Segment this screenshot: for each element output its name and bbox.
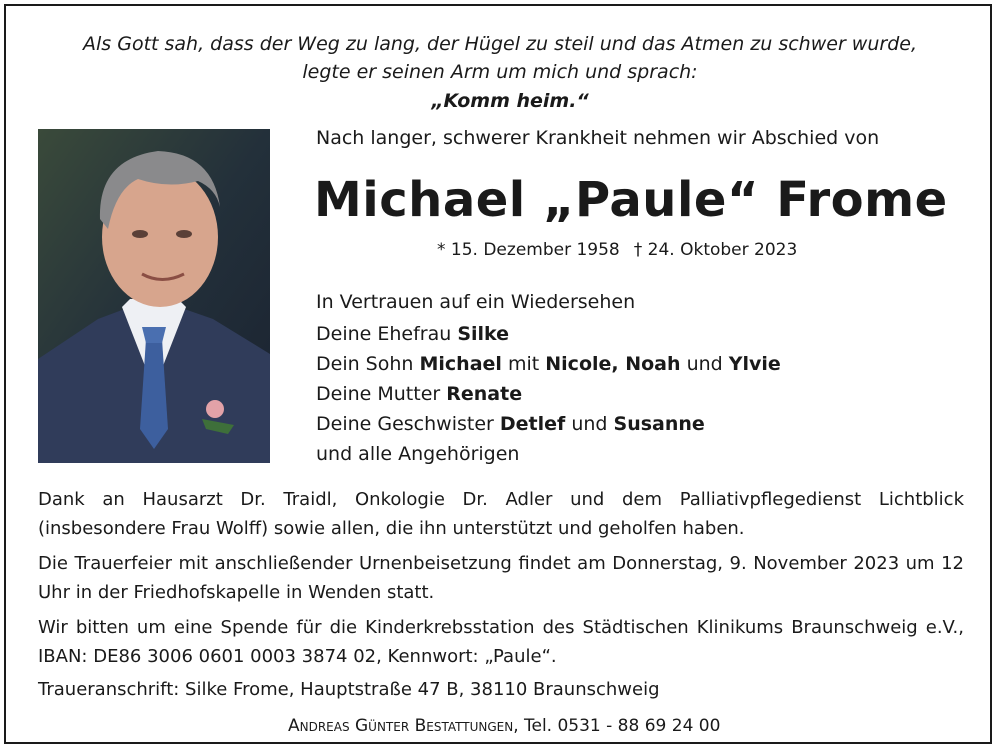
funeral-home-name: Andreas Günter Bestattungen [288,716,514,736]
survivors-block [316,287,781,469]
survivor-label: Deine Geschwister [316,413,500,435]
survivor-name: Renate [446,383,523,405]
poem-line-2: legte er seinen Arm um mich und sprach: [302,61,698,83]
life-dates [437,240,811,260]
survivor-connector: und [565,413,614,435]
survivor-name: Ylvie [728,353,781,375]
survivor-connector: mit [501,353,546,375]
survivor-connector: und [680,353,729,375]
funeral-home [288,716,720,736]
ceremony-paragraph: Die Trauerfeier mit anschließender Urnenbeisetzung findet am Donnerstag, 9. November 2023 um 12 Uhr in der Friedhofskapelle in Wenden statt. [38,553,964,603]
survivor-name: Michael [419,353,502,375]
birth-date: * 15. Dezember 1958 [437,240,620,260]
survivor-name: Detlef [499,413,566,435]
survivor-mother [316,379,781,409]
survivor-relatives: und alle Angehörigen [316,443,520,465]
portrait-photo [38,129,270,463]
poem-line-1: Als Gott sah, dass der Weg zu lang, der Hügel zu steil und das Atmen zu schwer wurde, [83,33,917,55]
survivor-wife [316,319,781,349]
donation-paragraph: Wir bitten um eine Spende für die Kinderkrebsstation des Städtischen Klinikums Braunschweig e.V., IBAN: DE86 3006 0601 0003 3874 02, Kennwort: „Paule“. [38,617,964,667]
trust-line: In Vertrauen auf ein Wiedersehen [316,291,636,313]
survivor-name: Susanne [613,413,705,435]
survivor-name: Silke [457,323,510,345]
survivor-name: Nicole, Noah [545,353,681,375]
poem-line-3: „Komm heim.“ [431,90,589,112]
survivor-label: Dein Sohn [316,353,420,375]
mourning-address: Traueranschrift: Silke Frome, Hauptstraße 47 B, 38110 Braunschweig [38,679,660,700]
survivor-siblings [316,409,781,439]
survivor-son [316,349,781,379]
death-date: † 24. Oktober 2023 [633,240,798,260]
deceased-name: Michael „Paule“ Frome [314,172,948,228]
survivor-label: Deine Mutter [316,383,447,405]
survivor-label: Deine Ehefrau [316,323,458,345]
intro-text: Nach langer, schwerer Krankheit nehmen wir Abschied von [316,127,880,149]
funeral-home-phone: , Tel. 0531 - 88 69 24 00 [513,716,721,736]
thanks-paragraph: Dank an Hausarzt Dr. Traidl, Onkologie Dr. Adler und dem Palliativpflegedienst Lichtblick (insbesondere Frau Wolff) sowie allen, die ihn unterstützt und geholfen haben. [38,489,964,539]
